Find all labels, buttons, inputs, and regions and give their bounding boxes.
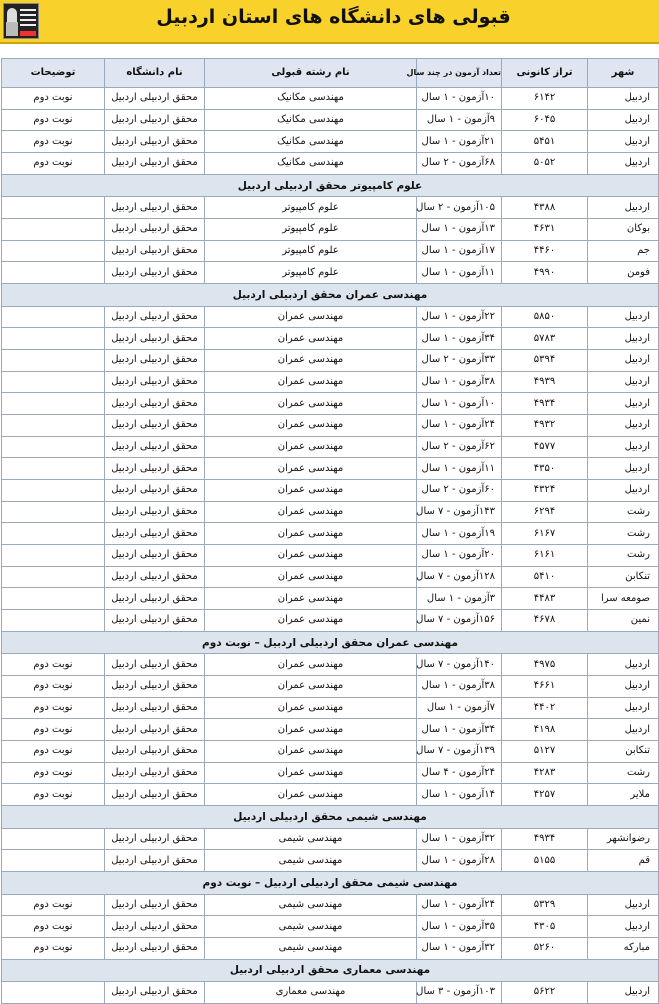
cell-major: مهندسی عمران <box>205 349 417 371</box>
cell-university: محقق اردبیلی اردبیل <box>105 676 205 698</box>
table-row <box>2 719 659 741</box>
cell-score: ۵۲۶۰ <box>502 937 588 959</box>
cell-major: علوم کامپیوتر <box>205 262 417 284</box>
cell-exams: ۱۰آزمون - ۱ سال <box>417 393 502 415</box>
cell-major: مهندسی شیمی <box>205 894 417 916</box>
cell-university: محقق اردبیلی اردبیل <box>105 762 205 784</box>
cell-city: اردبیل <box>588 153 659 175</box>
table-row <box>2 262 659 284</box>
cell-major: مهندسی عمران <box>205 697 417 719</box>
cell-major: مهندسی عمران <box>205 545 417 567</box>
cell-exams: ۳۵آزمون - ۱ سال <box>417 916 502 938</box>
cell-university: محقق اردبیلی اردبیل <box>105 894 205 916</box>
cell-notes <box>2 523 105 545</box>
cell-exams: ۲۴آزمون - ۴ سال <box>417 762 502 784</box>
table-row <box>2 393 659 415</box>
cell-score: ۴۴۸۳ <box>502 588 588 610</box>
cell-score: ۶۱۶۷ <box>502 523 588 545</box>
cell-exams: ۱۰آزمون - ۱ سال <box>417 88 502 110</box>
cell-notes <box>2 306 105 328</box>
section-header-row <box>2 959 659 982</box>
cell-exams: ۱۷آزمون - ۱ سال <box>417 240 502 262</box>
table-row <box>2 414 659 436</box>
cell-score: ۴۶۳۱ <box>502 218 588 240</box>
cell-university: محقق اردبیلی اردبیل <box>105 828 205 850</box>
cell-university: محقق اردبیلی اردبیل <box>105 610 205 632</box>
cell-university: محقق اردبیلی اردبیل <box>105 741 205 763</box>
cell-exams: ۳۴آزمون - ۱ سال <box>417 719 502 741</box>
cell-city: اردبیل <box>588 393 659 415</box>
cell-exams: ۱۴آزمون - ۱ سال <box>417 784 502 806</box>
cell-major: مهندسی عمران <box>205 676 417 698</box>
cell-notes: نوبت دوم <box>2 153 105 175</box>
cell-major: مهندسی عمران <box>205 566 417 588</box>
cell-city: قم <box>588 850 659 872</box>
cell-university: محقق اردبیلی اردبیل <box>105 262 205 284</box>
cell-notes <box>2 218 105 240</box>
cell-score: ۴۲۵۷ <box>502 784 588 806</box>
cell-university: محقق اردبیلی اردبیل <box>105 153 205 175</box>
cell-major: مهندسی معماری <box>205 982 417 1004</box>
table-row <box>2 131 659 153</box>
cell-score: ۴۹۹۰ <box>502 262 588 284</box>
cell-score: ۴۹۳۹ <box>502 371 588 393</box>
cell-score: ۴۴۰۲ <box>502 697 588 719</box>
cell-city: اردبیل <box>588 697 659 719</box>
cell-exams: ۱۹آزمون - ۱ سال <box>417 523 502 545</box>
cell-notes: نوبت دوم <box>2 654 105 676</box>
table-row <box>2 240 659 262</box>
cell-notes: نوبت دوم <box>2 676 105 698</box>
cell-city: ملایر <box>588 784 659 806</box>
cell-city: اردبیل <box>588 480 659 502</box>
cell-university: محقق اردبیلی اردبیل <box>105 916 205 938</box>
cell-major: مهندسی عمران <box>205 610 417 632</box>
cell-notes: نوبت دوم <box>2 916 105 938</box>
cell-exams: ۱۱آزمون - ۱ سال <box>417 458 502 480</box>
admissions-table-wrapper <box>1 58 658 1004</box>
cell-university: محقق اردبیلی اردبیل <box>105 109 205 131</box>
section-header-row <box>2 631 659 654</box>
cell-city: اردبیل <box>588 916 659 938</box>
cell-exams: ۲۱آزمون - ۱ سال <box>417 131 502 153</box>
cell-city: مبارکه <box>588 937 659 959</box>
section-header-row <box>2 284 659 307</box>
cell-exams: ۹آزمون - ۱ سال <box>417 109 502 131</box>
table-body <box>2 88 659 1004</box>
cell-score: ۴۳۸۸ <box>502 197 588 219</box>
cell-city: اردبیل <box>588 306 659 328</box>
cell-notes: نوبت دوم <box>2 719 105 741</box>
cell-score: ۴۶۷۸ <box>502 610 588 632</box>
table-row <box>2 850 659 872</box>
table-row <box>2 218 659 240</box>
cell-score: ۴۱۹۸ <box>502 719 588 741</box>
cell-major: مهندسی شیمی <box>205 828 417 850</box>
cell-notes: نوبت دوم <box>2 697 105 719</box>
cell-notes <box>2 240 105 262</box>
cell-city: اردبیل <box>588 371 659 393</box>
cell-university: محقق اردبیلی اردبیل <box>105 436 205 458</box>
cell-score: ۶۲۹۴ <box>502 501 588 523</box>
cell-major: مهندسی شیمی <box>205 850 417 872</box>
table-row <box>2 480 659 502</box>
col-header-exams: تعداد آزمون در چند سال <box>417 59 502 88</box>
cell-score: ۴۹۳۲ <box>502 414 588 436</box>
cell-city: تنکابن <box>588 741 659 763</box>
table-row <box>2 88 659 110</box>
section-title: مهندسی شیمی محقق اردبیلی اردبیل <box>2 806 659 829</box>
cell-university: محقق اردبیلی اردبیل <box>105 393 205 415</box>
cell-major: مهندسی عمران <box>205 654 417 676</box>
cell-university: محقق اردبیلی اردبیل <box>105 131 205 153</box>
cell-exams: ۲۸آزمون - ۱ سال <box>417 850 502 872</box>
cell-exams: ۲۰آزمون - ۱ سال <box>417 545 502 567</box>
cell-university: محقق اردبیلی اردبیل <box>105 306 205 328</box>
table-row <box>2 741 659 763</box>
cell-university: محقق اردبیلی اردبیل <box>105 328 205 350</box>
cell-city: اردبیل <box>588 436 659 458</box>
cell-score: ۴۹۳۴ <box>502 828 588 850</box>
cell-city: اردبیل <box>588 654 659 676</box>
cell-city: بوکان <box>588 218 659 240</box>
cell-exams: ۲۲آزمون - ۱ سال <box>417 306 502 328</box>
cell-exams: ۳آزمون - ۱ سال <box>417 588 502 610</box>
table-row <box>2 197 659 219</box>
cell-city: فومن <box>588 262 659 284</box>
cell-score: ۵۰۵۲ <box>502 153 588 175</box>
cell-city: جم <box>588 240 659 262</box>
cell-university: محقق اردبیلی اردبیل <box>105 654 205 676</box>
cell-notes <box>2 436 105 458</box>
cell-major: مهندسی مکانیک <box>205 131 417 153</box>
cell-score: ۵۱۵۵ <box>502 850 588 872</box>
cell-notes <box>2 828 105 850</box>
cell-university: محقق اردبیلی اردبیل <box>105 414 205 436</box>
cell-notes <box>2 982 105 1004</box>
cell-score: ۶۱۴۲ <box>502 88 588 110</box>
cell-major: مهندسی عمران <box>205 523 417 545</box>
cell-notes: نوبت دوم <box>2 784 105 806</box>
cell-major: مهندسی عمران <box>205 588 417 610</box>
cell-city: اردبیل <box>588 414 659 436</box>
cell-city: اردبیل <box>588 328 659 350</box>
cell-exams: ۳۸آزمون - ۱ سال <box>417 676 502 698</box>
col-header-score: تراز کانونی <box>502 59 588 88</box>
cell-university: محقق اردبیلی اردبیل <box>105 523 205 545</box>
cell-score: ۴۹۳۴ <box>502 393 588 415</box>
table-row <box>2 545 659 567</box>
cell-major: مهندسی عمران <box>205 458 417 480</box>
cell-major: مهندسی عمران <box>205 371 417 393</box>
section-title: مهندسی شیمی محقق اردبیلی اردبیل – نوبت دوم <box>2 872 659 895</box>
cell-exams: ۶۸آزمون - ۲ سال <box>417 153 502 175</box>
cell-university: محقق اردبیلی اردبیل <box>105 937 205 959</box>
cell-city: اردبیل <box>588 349 659 371</box>
cell-major: مهندسی مکانیک <box>205 153 417 175</box>
cell-city: صومعه سرا <box>588 588 659 610</box>
cell-university: محقق اردبیلی اردبیل <box>105 197 205 219</box>
cell-city: تنکابن <box>588 566 659 588</box>
cell-major: مهندسی عمران <box>205 393 417 415</box>
cell-exams: ۶۲آزمون - ۲ سال <box>417 436 502 458</box>
table-row <box>2 762 659 784</box>
cell-notes <box>2 610 105 632</box>
cell-university: محقق اردبیلی اردبیل <box>105 218 205 240</box>
table-row <box>2 328 659 350</box>
cell-major: علوم کامپیوتر <box>205 218 417 240</box>
table-row <box>2 894 659 916</box>
table-row <box>2 676 659 698</box>
cell-city: رشت <box>588 501 659 523</box>
cell-notes: نوبت دوم <box>2 109 105 131</box>
cell-major: مهندسی عمران <box>205 436 417 458</box>
cell-major: مهندسی عمران <box>205 784 417 806</box>
cell-exams: ۳۴آزمون - ۱ سال <box>417 328 502 350</box>
section-header-row <box>2 872 659 895</box>
table-row <box>2 349 659 371</box>
cell-city: رشت <box>588 762 659 784</box>
cell-exams: ۱۲۸آزمون - ۷ سال <box>417 566 502 588</box>
cell-major: مهندسی مکانیک <box>205 88 417 110</box>
cell-score: ۶۱۶۱ <box>502 545 588 567</box>
table-row <box>2 982 659 1004</box>
cell-notes <box>2 588 105 610</box>
table-row <box>2 436 659 458</box>
cell-notes: نوبت دوم <box>2 88 105 110</box>
cell-score: ۵۶۲۲ <box>502 982 588 1004</box>
cell-major: مهندسی عمران <box>205 414 417 436</box>
cell-university: محقق اردبیلی اردبیل <box>105 501 205 523</box>
cell-notes <box>2 414 105 436</box>
cell-university: محقق اردبیلی اردبیل <box>105 480 205 502</box>
cell-major: مهندسی عمران <box>205 741 417 763</box>
cell-exams: ۱۴۳آزمون - ۷ سال <box>417 501 502 523</box>
cell-major: مهندسی عمران <box>205 501 417 523</box>
cell-city: اردبیل <box>588 109 659 131</box>
cell-notes <box>2 371 105 393</box>
table-row <box>2 916 659 938</box>
cell-score: ۴۳۵۰ <box>502 458 588 480</box>
table-row <box>2 501 659 523</box>
cell-notes <box>2 262 105 284</box>
table-row <box>2 610 659 632</box>
cell-notes <box>2 501 105 523</box>
cell-exams: ۱۰۵آزمون - ۲ سال <box>417 197 502 219</box>
cell-score: ۵۱۲۷ <box>502 741 588 763</box>
cell-university: محقق اردبیلی اردبیل <box>105 458 205 480</box>
cell-score: ۵۷۸۳ <box>502 328 588 350</box>
col-header-major: نام رشته قبولی <box>205 59 417 88</box>
cell-university: محقق اردبیلی اردبیل <box>105 697 205 719</box>
cell-notes: نوبت دوم <box>2 937 105 959</box>
cell-notes <box>2 545 105 567</box>
publisher-logo <box>3 3 39 39</box>
cell-city: رشت <box>588 523 659 545</box>
table-header-row <box>2 59 659 88</box>
cell-major: مهندسی عمران <box>205 480 417 502</box>
cell-city: اردبیل <box>588 88 659 110</box>
cell-exams: ۳۲آزمون - ۱ سال <box>417 828 502 850</box>
table-row <box>2 458 659 480</box>
table-row <box>2 109 659 131</box>
cell-major: مهندسی عمران <box>205 306 417 328</box>
cell-university: محقق اردبیلی اردبیل <box>105 784 205 806</box>
cell-university: محقق اردبیلی اردبیل <box>105 982 205 1004</box>
page-header <box>0 0 659 44</box>
admissions-table <box>1 58 659 1004</box>
table-row <box>2 654 659 676</box>
cell-university: محقق اردبیلی اردبیل <box>105 240 205 262</box>
cell-notes: نوبت دوم <box>2 894 105 916</box>
cell-score: ۴۵۷۷ <box>502 436 588 458</box>
cell-exams: ۱۵۶آزمون - ۷ سال <box>417 610 502 632</box>
table-row <box>2 784 659 806</box>
section-title: مهندسی عمران محقق اردبیلی اردبیل – نوبت دوم <box>2 631 659 654</box>
table-row <box>2 523 659 545</box>
cell-exams: ۲۴آزمون - ۱ سال <box>417 414 502 436</box>
cell-exams: ۳۳آزمون - ۲ سال <box>417 349 502 371</box>
cell-exams: ۱۱آزمون - ۱ سال <box>417 262 502 284</box>
cell-university: محقق اردبیلی اردبیل <box>105 588 205 610</box>
cell-notes <box>2 328 105 350</box>
col-header-university: نام دانشگاه <box>105 59 205 88</box>
section-header-row <box>2 174 659 197</box>
cell-university: محقق اردبیلی اردبیل <box>105 719 205 741</box>
cell-score: ۵۸۵۰ <box>502 306 588 328</box>
cell-exams: ۱۳آزمون - ۱ سال <box>417 218 502 240</box>
cell-major: مهندسی شیمی <box>205 916 417 938</box>
cell-exams: ۲۴آزمون - ۱ سال <box>417 894 502 916</box>
cell-exams: ۶۰آزمون - ۲ سال <box>417 480 502 502</box>
cell-score: ۵۳۲۹ <box>502 894 588 916</box>
cell-exams: ۱۴۰آزمون - ۷ سال <box>417 654 502 676</box>
table-row <box>2 588 659 610</box>
cell-exams: ۳۸آزمون - ۱ سال <box>417 371 502 393</box>
cell-major: مهندسی عمران <box>205 328 417 350</box>
cell-city: اردبیل <box>588 131 659 153</box>
cell-notes <box>2 566 105 588</box>
cell-major: مهندسی مکانیک <box>205 109 417 131</box>
cell-score: ۴۳۰۵ <box>502 916 588 938</box>
cell-city: اردبیل <box>588 719 659 741</box>
table-row <box>2 371 659 393</box>
cell-university: محقق اردبیلی اردبیل <box>105 545 205 567</box>
cell-major: مهندسی شیمی <box>205 937 417 959</box>
cell-city: اردبیل <box>588 676 659 698</box>
cell-score: ۵۴۵۱ <box>502 131 588 153</box>
section-title: مهندسی عمران محقق اردبیلی اردبیل <box>2 284 659 307</box>
table-row <box>2 828 659 850</box>
cell-university: محقق اردبیلی اردبیل <box>105 566 205 588</box>
cell-notes <box>2 197 105 219</box>
cell-notes: نوبت دوم <box>2 762 105 784</box>
cell-exams: ۳۲آزمون - ۱ سال <box>417 937 502 959</box>
cell-notes: نوبت دوم <box>2 131 105 153</box>
cell-city: رضوانشهر <box>588 828 659 850</box>
cell-major: علوم کامپیوتر <box>205 197 417 219</box>
cell-exams: ۱۰۳آزمون - ۳ سال <box>417 982 502 1004</box>
cell-city: رشت <box>588 545 659 567</box>
cell-exams: ۱۳۹آزمون - ۷ سال <box>417 741 502 763</box>
cell-major: علوم کامپیوتر <box>205 240 417 262</box>
cell-score: ۴۹۷۵ <box>502 654 588 676</box>
cell-score: ۵۴۱۰ <box>502 566 588 588</box>
cell-city: اردبیل <box>588 982 659 1004</box>
cell-notes: نوبت دوم <box>2 741 105 763</box>
cell-major: مهندسی عمران <box>205 719 417 741</box>
cell-city: اردبیل <box>588 894 659 916</box>
cell-university: محقق اردبیلی اردبیل <box>105 88 205 110</box>
table-row <box>2 306 659 328</box>
section-header-row <box>2 806 659 829</box>
page-title: قبولی های دانشگاه های استان اردبیل <box>156 6 511 28</box>
cell-score: ۴۲۸۳ <box>502 762 588 784</box>
table-row <box>2 153 659 175</box>
table-row <box>2 566 659 588</box>
cell-notes <box>2 458 105 480</box>
cell-score: ۴۳۲۴ <box>502 480 588 502</box>
col-header-notes: توضیحات <box>2 59 105 88</box>
cell-city: اردبیل <box>588 458 659 480</box>
table-row <box>2 697 659 719</box>
table-row <box>2 937 659 959</box>
cell-city: اردبیل <box>588 197 659 219</box>
section-title: مهندسی معماری محقق اردبیلی اردبیل <box>2 959 659 982</box>
cell-university: محقق اردبیلی اردبیل <box>105 371 205 393</box>
cell-score: ۴۴۶۰ <box>502 240 588 262</box>
col-header-city: شهر <box>588 59 659 88</box>
cell-score: ۶۰۴۵ <box>502 109 588 131</box>
cell-major: مهندسی عمران <box>205 762 417 784</box>
cell-notes <box>2 393 105 415</box>
cell-university: محقق اردبیلی اردبیل <box>105 349 205 371</box>
cell-notes <box>2 480 105 502</box>
cell-notes <box>2 850 105 872</box>
cell-university: محقق اردبیلی اردبیل <box>105 850 205 872</box>
cell-exams: ۷آزمون - ۱ سال <box>417 697 502 719</box>
section-title: علوم کامپیوتر محقق اردبیلی اردبیل <box>2 174 659 197</box>
cell-notes <box>2 349 105 371</box>
cell-score: ۵۳۹۴ <box>502 349 588 371</box>
cell-score: ۴۶۶۱ <box>502 676 588 698</box>
cell-city: نمین <box>588 610 659 632</box>
